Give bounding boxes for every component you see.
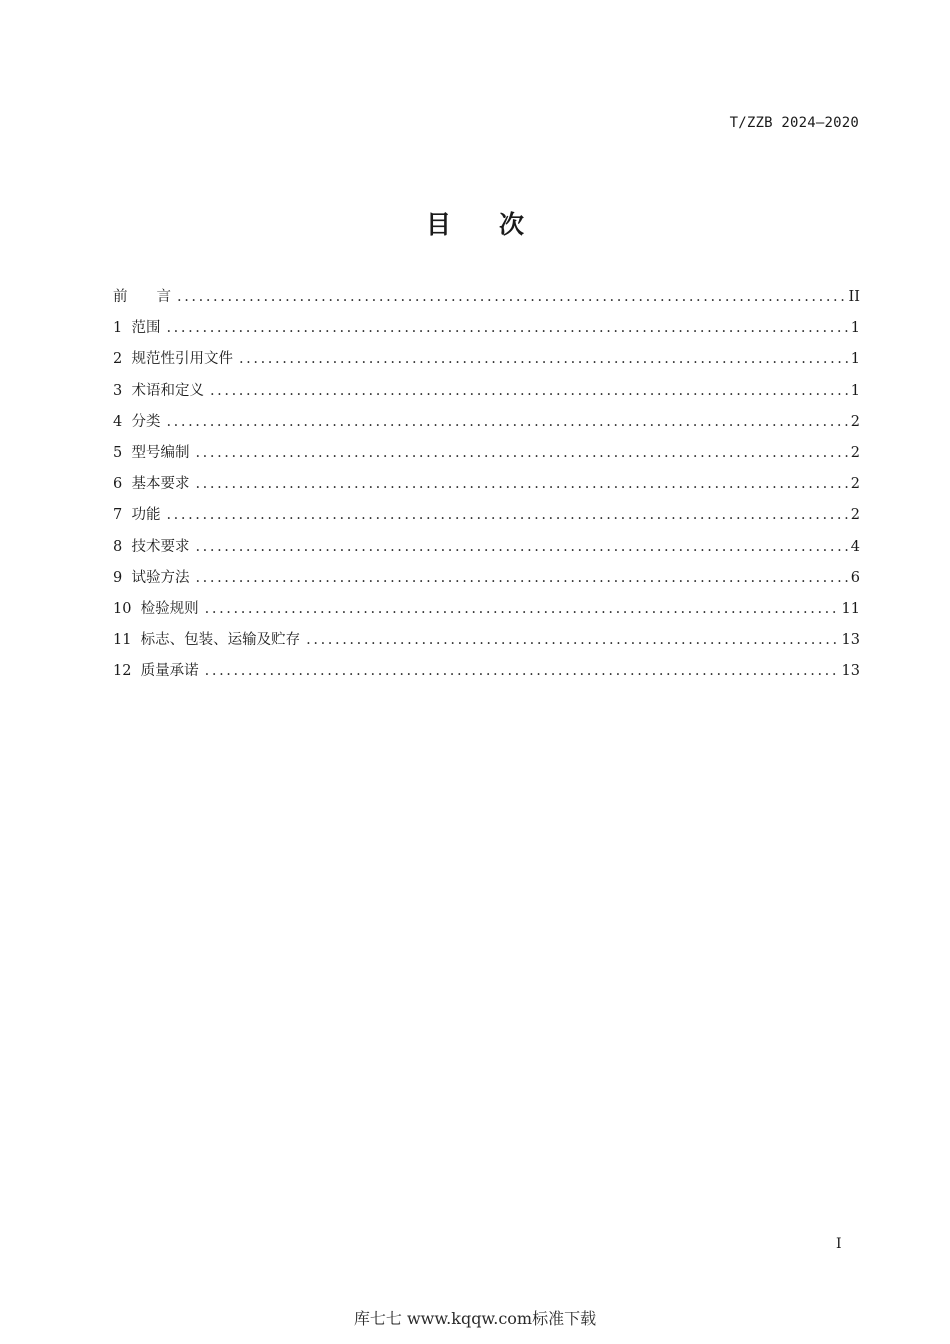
toc-entry-3[interactable]: [113, 380, 860, 411]
toc-leader-dots: [239, 348, 848, 370]
toc-leader-dots: [166, 504, 847, 526]
toc-entry-5[interactable]: [113, 442, 860, 473]
toc-title-part2: 次: [499, 210, 525, 239]
toc-leader-dots: [195, 473, 847, 495]
toc-leader-dots: [195, 567, 847, 589]
toc-entry-label: 6 基本要求: [113, 476, 190, 493]
toc-entry-8[interactable]: [113, 536, 860, 567]
toc-leader-dots: [195, 442, 847, 464]
watermark-text: 库七七 www.kqqw.com标准下载: [353, 1309, 597, 1328]
toc-entry-page: 2: [850, 444, 860, 461]
toc-entry-label: 2 规范性引用文件: [113, 351, 233, 368]
toc-entry-page: 1: [850, 320, 860, 337]
toc-entry-label: 8 技术要求: [113, 538, 190, 555]
toc-leader-dots: [195, 536, 847, 558]
toc-entry-label: 10 检验规则: [113, 600, 199, 617]
toc-entry-label: 9 试验方法: [113, 569, 190, 586]
toc-entry-label: 1 范围: [113, 320, 161, 337]
toc-entry-10[interactable]: [113, 598, 860, 629]
toc-leader-dots: [166, 411, 847, 433]
toc-entry-page: 4: [850, 538, 860, 555]
toc-leader-dots: [166, 317, 847, 339]
toc-entry-label: 12 质量承诺: [113, 663, 199, 680]
toc-entry-page: II: [848, 289, 860, 305]
toc-entry-4[interactable]: [113, 411, 860, 442]
toc-leader-dots: [205, 660, 839, 682]
page-number: I: [836, 1236, 842, 1252]
toc-entry-label: 5 型号编制: [113, 444, 190, 461]
toc-entry-label: 11 标志、包装、运输及贮存: [113, 632, 301, 649]
toc-title: [0, 205, 950, 241]
toc-entry-9[interactable]: [113, 567, 860, 598]
toc-entry-label: 7 功能: [113, 507, 161, 524]
toc-leader-dots: [306, 629, 838, 651]
toc-entry-page: 2: [850, 476, 860, 493]
toc-entry-page: 11: [841, 600, 860, 617]
toc-entry-12[interactable]: [113, 660, 860, 691]
toc-leader-dots: [210, 380, 848, 402]
toc-entry-label: 前 言: [113, 289, 171, 305]
toc-entry-7[interactable]: [113, 504, 860, 535]
standard-code: T/ZZB 2024—2020: [729, 115, 859, 131]
toc-entry-1[interactable]: [113, 317, 860, 348]
toc-entry-page: 2: [850, 413, 860, 430]
toc-entry-page: 1: [850, 351, 860, 368]
toc-entry-page: 13: [841, 663, 860, 680]
toc-entry-6[interactable]: [113, 473, 860, 504]
toc-entry-2[interactable]: [113, 348, 860, 379]
toc-title-part1: 目: [425, 210, 451, 239]
toc-entry-page: 6: [850, 569, 860, 586]
toc-entry-label: 3 术语和定义: [113, 382, 204, 399]
toc-entry-11[interactable]: [113, 629, 860, 660]
toc-leader-dots: [205, 598, 839, 620]
toc-entry-foreword[interactable]: [113, 286, 860, 317]
toc-leader-dots: [177, 286, 846, 308]
toc-entry-page: 13: [841, 632, 860, 649]
toc-entry-page: 2: [850, 507, 860, 524]
toc-entry-label: 4 分类: [113, 413, 161, 430]
toc-entry-page: 1: [850, 382, 860, 399]
toc-list: [113, 286, 860, 691]
